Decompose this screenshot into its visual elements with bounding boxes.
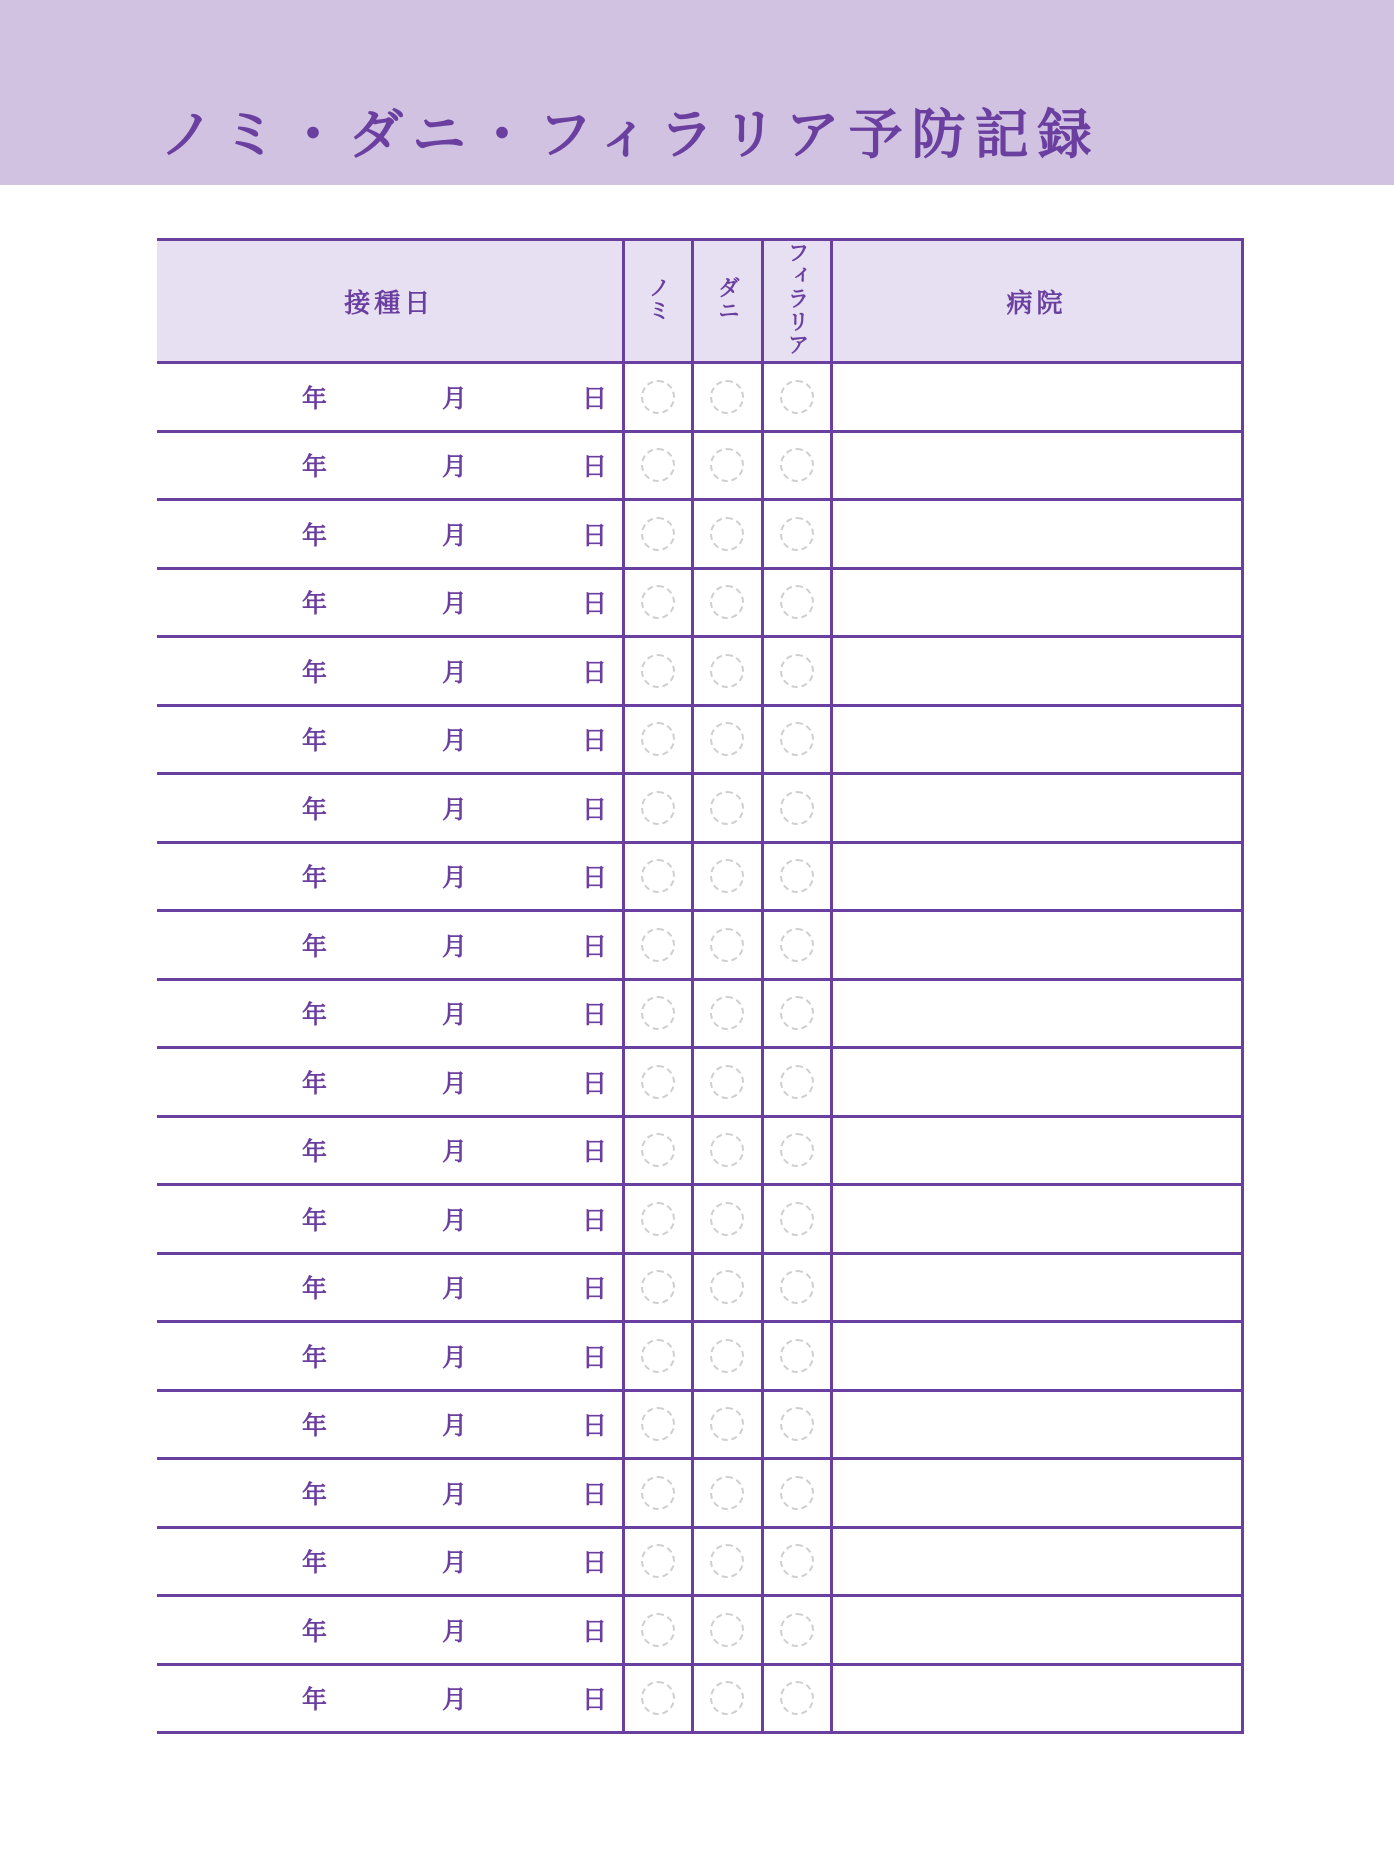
date-cell[interactable]: [157, 1459, 623, 1528]
check-circle-icon[interactable]: [641, 928, 675, 962]
date-cell[interactable]: [157, 568, 623, 637]
check-cell-tick[interactable]: [692, 637, 762, 706]
check-circle-icon[interactable]: [641, 380, 675, 414]
check-cell-flea[interactable]: [623, 637, 692, 706]
check-circle-icon[interactable]: [710, 1202, 744, 1236]
table-row: [157, 911, 1242, 980]
check-circle-icon[interactable]: [710, 1339, 744, 1373]
date-month-label: 月: [442, 1479, 468, 1509]
date-day-label: 日: [582, 726, 608, 756]
check-cell-filaria[interactable]: [762, 1390, 831, 1459]
date-cell[interactable]: [157, 500, 623, 569]
table-row: [157, 500, 1242, 569]
check-cell-tick[interactable]: [692, 1185, 762, 1254]
date-year-label: 年: [302, 863, 328, 893]
check-cell-tick[interactable]: [692, 1116, 762, 1185]
check-cell-tick[interactable]: [692, 431, 762, 500]
hospital-cell[interactable]: [831, 568, 1242, 637]
date-day-label: 日: [582, 657, 608, 687]
table-row: [157, 1253, 1242, 1322]
check-circle-icon[interactable]: [641, 996, 675, 1030]
check-circle-icon[interactable]: [710, 1133, 744, 1167]
check-cell-flea[interactable]: [623, 1527, 692, 1596]
header-flea-label: ノミ: [645, 275, 671, 322]
check-cell-tick[interactable]: [692, 568, 762, 637]
date-cell[interactable]: [157, 979, 623, 1048]
header-filaria: [762, 240, 831, 363]
date-month-label: 月: [442, 1685, 468, 1715]
date-month-label: 月: [442, 1548, 468, 1578]
check-circle-icon[interactable]: [710, 1476, 744, 1510]
hospital-cell[interactable]: [831, 637, 1242, 706]
check-cell-tick[interactable]: [692, 1527, 762, 1596]
check-cell-filaria[interactable]: [762, 842, 831, 911]
header-tick-label: ダニ: [714, 275, 740, 322]
date-month-label: 月: [442, 794, 468, 824]
date-year-label: 年: [302, 383, 328, 413]
date-month-label: 月: [442, 1068, 468, 1098]
check-circle-icon[interactable]: [710, 585, 744, 619]
check-circle-icon[interactable]: [780, 722, 814, 756]
check-circle-icon[interactable]: [710, 380, 744, 414]
header-flea: [623, 240, 692, 363]
date-year-label: 年: [302, 1000, 328, 1030]
date-day-label: 日: [582, 1685, 608, 1715]
check-cell-filaria[interactable]: [762, 1185, 831, 1254]
hospital-cell[interactable]: [831, 842, 1242, 911]
check-cell-filaria[interactable]: [762, 1116, 831, 1185]
date-year-label: 年: [302, 1685, 328, 1715]
date-day-label: 日: [582, 863, 608, 893]
hospital-cell[interactable]: [831, 1390, 1242, 1459]
date-year-label: 年: [302, 931, 328, 961]
check-cell-tick[interactable]: [692, 500, 762, 569]
date-day-label: 日: [582, 520, 608, 550]
check-cell-flea[interactable]: [623, 979, 692, 1048]
date-cell[interactable]: [157, 1596, 623, 1665]
check-cell-tick[interactable]: [692, 705, 762, 774]
check-circle-icon[interactable]: [641, 791, 675, 825]
table-row: [157, 637, 1242, 706]
date-cell[interactable]: [157, 1322, 623, 1391]
check-circle-icon[interactable]: [780, 859, 814, 893]
check-circle-icon[interactable]: [780, 517, 814, 551]
check-circle-icon[interactable]: [641, 585, 675, 619]
date-month-label: 月: [442, 452, 468, 482]
check-circle-icon[interactable]: [641, 1339, 675, 1373]
date-day-label: 日: [582, 931, 608, 961]
date-year-label: 年: [302, 1205, 328, 1235]
date-day-label: 日: [582, 794, 608, 824]
date-month-label: 月: [442, 1205, 468, 1235]
date-day-label: 日: [582, 589, 608, 619]
check-circle-icon[interactable]: [710, 1544, 744, 1578]
date-year-label: 年: [302, 1137, 328, 1167]
table-row: [157, 1527, 1242, 1596]
date-day-label: 日: [582, 1205, 608, 1235]
check-cell-tick[interactable]: [692, 1596, 762, 1665]
check-cell-filaria[interactable]: [762, 431, 831, 500]
date-year-label: 年: [302, 1616, 328, 1646]
check-cell-flea[interactable]: [623, 1322, 692, 1391]
table-row: [157, 774, 1242, 843]
check-circle-icon[interactable]: [641, 448, 675, 482]
check-cell-filaria[interactable]: [762, 1596, 831, 1665]
check-circle-icon[interactable]: [641, 1065, 675, 1099]
check-cell-tick[interactable]: [692, 1253, 762, 1322]
table-row: [157, 1390, 1242, 1459]
check-cell-filaria[interactable]: [762, 1664, 831, 1733]
check-cell-tick[interactable]: [692, 1459, 762, 1528]
date-year-label: 年: [302, 589, 328, 619]
check-circle-icon[interactable]: [710, 996, 744, 1030]
date-month-label: 月: [442, 726, 468, 756]
check-cell-tick[interactable]: [692, 1048, 762, 1117]
check-circle-icon[interactable]: [710, 654, 744, 688]
check-circle-icon[interactable]: [780, 654, 814, 688]
check-cell-tick[interactable]: [692, 842, 762, 911]
check-circle-icon[interactable]: [780, 1270, 814, 1304]
date-cell[interactable]: [157, 363, 623, 432]
check-cell-flea[interactable]: [623, 568, 692, 637]
date-year-label: 年: [302, 1274, 328, 1304]
date-cell[interactable]: [157, 842, 623, 911]
date-year-label: 年: [302, 1411, 328, 1441]
table-row: [157, 1459, 1242, 1528]
check-cell-flea[interactable]: [623, 911, 692, 980]
hospital-cell[interactable]: [831, 774, 1242, 843]
date-day-label: 日: [582, 1274, 608, 1304]
hospital-cell[interactable]: [831, 911, 1242, 980]
table-row: [157, 568, 1242, 637]
date-month-label: 月: [442, 1411, 468, 1441]
check-cell-flea[interactable]: [623, 1253, 692, 1322]
header-hospital: 病院: [831, 240, 1242, 363]
date-year-label: 年: [302, 452, 328, 482]
date-month-label: 月: [442, 520, 468, 550]
date-year-label: 年: [302, 657, 328, 687]
date-cell[interactable]: [157, 1048, 623, 1117]
date-cell[interactable]: [157, 1185, 623, 1254]
date-day-label: 日: [582, 1479, 608, 1509]
date-year-label: 年: [302, 520, 328, 550]
check-circle-icon[interactable]: [780, 791, 814, 825]
check-circle-icon[interactable]: [641, 722, 675, 756]
table-row: [157, 431, 1242, 500]
check-circle-icon[interactable]: [780, 1544, 814, 1578]
hospital-cell[interactable]: [831, 979, 1242, 1048]
table-row: [157, 1048, 1242, 1117]
date-month-label: 月: [442, 1137, 468, 1167]
check-circle-icon[interactable]: [710, 928, 744, 962]
date-year-label: 年: [302, 1342, 328, 1372]
check-circle-icon[interactable]: [641, 1270, 675, 1304]
date-year-label: 年: [302, 1068, 328, 1098]
date-day-label: 日: [582, 1411, 608, 1441]
check-cell-filaria[interactable]: [762, 500, 831, 569]
table-row: [157, 1596, 1242, 1665]
check-circle-icon[interactable]: [710, 1407, 744, 1441]
date-year-label: 年: [302, 1479, 328, 1509]
check-circle-icon[interactable]: [641, 1202, 675, 1236]
check-cell-flea[interactable]: [623, 1596, 692, 1665]
table-row: [157, 363, 1242, 432]
check-circle-icon[interactable]: [641, 1544, 675, 1578]
check-cell-filaria[interactable]: [762, 1459, 831, 1528]
table-header-row: [157, 240, 1242, 363]
date-month-label: 月: [442, 863, 468, 893]
table-row: [157, 705, 1242, 774]
check-circle-icon[interactable]: [710, 722, 744, 756]
check-circle-icon[interactable]: [780, 1133, 814, 1167]
check-cell-tick[interactable]: [692, 1322, 762, 1391]
check-circle-icon[interactable]: [780, 928, 814, 962]
check-circle-icon[interactable]: [780, 996, 814, 1030]
hospital-cell[interactable]: [831, 1048, 1242, 1117]
check-cell-flea[interactable]: [623, 500, 692, 569]
check-circle-icon[interactable]: [780, 1407, 814, 1441]
check-circle-icon[interactable]: [710, 1613, 744, 1647]
date-month-label: 月: [442, 1342, 468, 1372]
table-row: [157, 979, 1242, 1048]
check-circle-icon[interactable]: [710, 448, 744, 482]
date-month-label: 月: [442, 657, 468, 687]
check-cell-filaria[interactable]: [762, 363, 831, 432]
hospital-cell[interactable]: [831, 500, 1242, 569]
hospital-cell[interactable]: [831, 1596, 1242, 1665]
check-cell-flea[interactable]: [623, 842, 692, 911]
check-circle-icon[interactable]: [780, 380, 814, 414]
check-cell-filaria[interactable]: [762, 1322, 831, 1391]
hospital-cell[interactable]: [831, 1527, 1242, 1596]
check-circle-icon[interactable]: [710, 1270, 744, 1304]
check-circle-icon[interactable]: [641, 1613, 675, 1647]
check-circle-icon[interactable]: [780, 1476, 814, 1510]
table-row: [157, 1185, 1242, 1254]
check-circle-icon[interactable]: [710, 1065, 744, 1099]
hospital-cell[interactable]: [831, 1185, 1242, 1254]
date-day-label: 日: [582, 1548, 608, 1578]
check-cell-tick[interactable]: [692, 979, 762, 1048]
hospital-cell[interactable]: [831, 1253, 1242, 1322]
check-circle-icon[interactable]: [641, 517, 675, 551]
check-cell-filaria[interactable]: [762, 979, 831, 1048]
check-cell-filaria[interactable]: [762, 1253, 831, 1322]
date-cell[interactable]: [157, 1664, 623, 1733]
check-cell-flea[interactable]: [623, 1459, 692, 1528]
date-day-label: 日: [582, 1137, 608, 1167]
date-year-label: 年: [302, 794, 328, 824]
check-circle-icon[interactable]: [641, 1476, 675, 1510]
date-month-label: 月: [442, 589, 468, 619]
date-month-label: 月: [442, 931, 468, 961]
check-circle-icon[interactable]: [710, 1681, 744, 1715]
hospital-cell[interactable]: [831, 705, 1242, 774]
check-circle-icon[interactable]: [780, 1613, 814, 1647]
date-day-label: 日: [582, 452, 608, 482]
table-row: [157, 1322, 1242, 1391]
check-cell-flea[interactable]: [623, 1390, 692, 1459]
check-cell-flea[interactable]: [623, 774, 692, 843]
date-month-label: 月: [442, 383, 468, 413]
check-cell-tick[interactable]: [692, 1390, 762, 1459]
table-row: [157, 1664, 1242, 1733]
check-cell-filaria[interactable]: [762, 637, 831, 706]
check-cell-flea[interactable]: [623, 431, 692, 500]
hospital-cell[interactable]: [831, 1322, 1242, 1391]
header-date: 接種日: [157, 240, 623, 363]
check-circle-icon[interactable]: [641, 1133, 675, 1167]
check-cell-flea[interactable]: [623, 363, 692, 432]
check-cell-tick[interactable]: [692, 774, 762, 843]
check-circle-icon[interactable]: [780, 1202, 814, 1236]
table-row: [157, 842, 1242, 911]
date-cell[interactable]: [157, 1390, 623, 1459]
check-circle-icon[interactable]: [710, 791, 744, 825]
header-tick: [692, 240, 762, 363]
date-day-label: 日: [582, 1068, 608, 1098]
record-body: [157, 363, 1242, 1733]
header-filaria-label: フィラリア: [784, 241, 810, 356]
date-year-label: 年: [302, 726, 328, 756]
check-cell-filaria[interactable]: [762, 568, 831, 637]
check-cell-filaria[interactable]: [762, 1048, 831, 1117]
date-cell[interactable]: [157, 705, 623, 774]
check-circle-icon[interactable]: [641, 1681, 675, 1715]
hospital-cell[interactable]: [831, 363, 1242, 432]
date-cell[interactable]: [157, 774, 623, 843]
date-month-label: 月: [442, 1274, 468, 1304]
table-row: [157, 1116, 1242, 1185]
hospital-cell[interactable]: [831, 1459, 1242, 1528]
check-cell-flea[interactable]: [623, 1185, 692, 1254]
check-circle-icon[interactable]: [641, 654, 675, 688]
page-title: ノミ・ダニ・フィラリア予防記録: [160, 103, 1101, 166]
check-cell-filaria[interactable]: [762, 1527, 831, 1596]
record-table: [157, 238, 1244, 1734]
check-cell-flea[interactable]: [623, 1048, 692, 1117]
check-circle-icon[interactable]: [780, 1681, 814, 1715]
check-cell-filaria[interactable]: [762, 911, 831, 980]
date-day-label: 日: [582, 1342, 608, 1372]
date-cell[interactable]: [157, 637, 623, 706]
check-cell-flea[interactable]: [623, 1116, 692, 1185]
check-circle-icon[interactable]: [710, 517, 744, 551]
check-circle-icon[interactable]: [780, 448, 814, 482]
check-circle-icon[interactable]: [780, 1339, 814, 1373]
date-cell[interactable]: [157, 1253, 623, 1322]
date-cell[interactable]: [157, 1116, 623, 1185]
check-circle-icon[interactable]: [641, 1407, 675, 1441]
date-cell[interactable]: [157, 1527, 623, 1596]
check-circle-icon[interactable]: [780, 585, 814, 619]
check-circle-icon[interactable]: [780, 1065, 814, 1099]
date-cell[interactable]: [157, 431, 623, 500]
check-cell-tick[interactable]: [692, 1664, 762, 1733]
date-cell[interactable]: [157, 911, 623, 980]
date-month-label: 月: [442, 1616, 468, 1646]
hospital-cell[interactable]: [831, 1116, 1242, 1185]
check-cell-filaria[interactable]: [762, 774, 831, 843]
check-cell-flea[interactable]: [623, 1664, 692, 1733]
check-cell-tick[interactable]: [692, 911, 762, 980]
check-circle-icon[interactable]: [641, 859, 675, 893]
check-cell-flea[interactable]: [623, 705, 692, 774]
check-cell-filaria[interactable]: [762, 705, 831, 774]
date-day-label: 日: [582, 383, 608, 413]
date-month-label: 月: [442, 1000, 468, 1030]
check-cell-tick[interactable]: [692, 363, 762, 432]
date-year-label: 年: [302, 1548, 328, 1578]
date-day-label: 日: [582, 1616, 608, 1646]
hospital-cell[interactable]: [831, 431, 1242, 500]
check-circle-icon[interactable]: [710, 859, 744, 893]
hospital-cell[interactable]: [831, 1664, 1242, 1733]
date-day-label: 日: [582, 1000, 608, 1030]
